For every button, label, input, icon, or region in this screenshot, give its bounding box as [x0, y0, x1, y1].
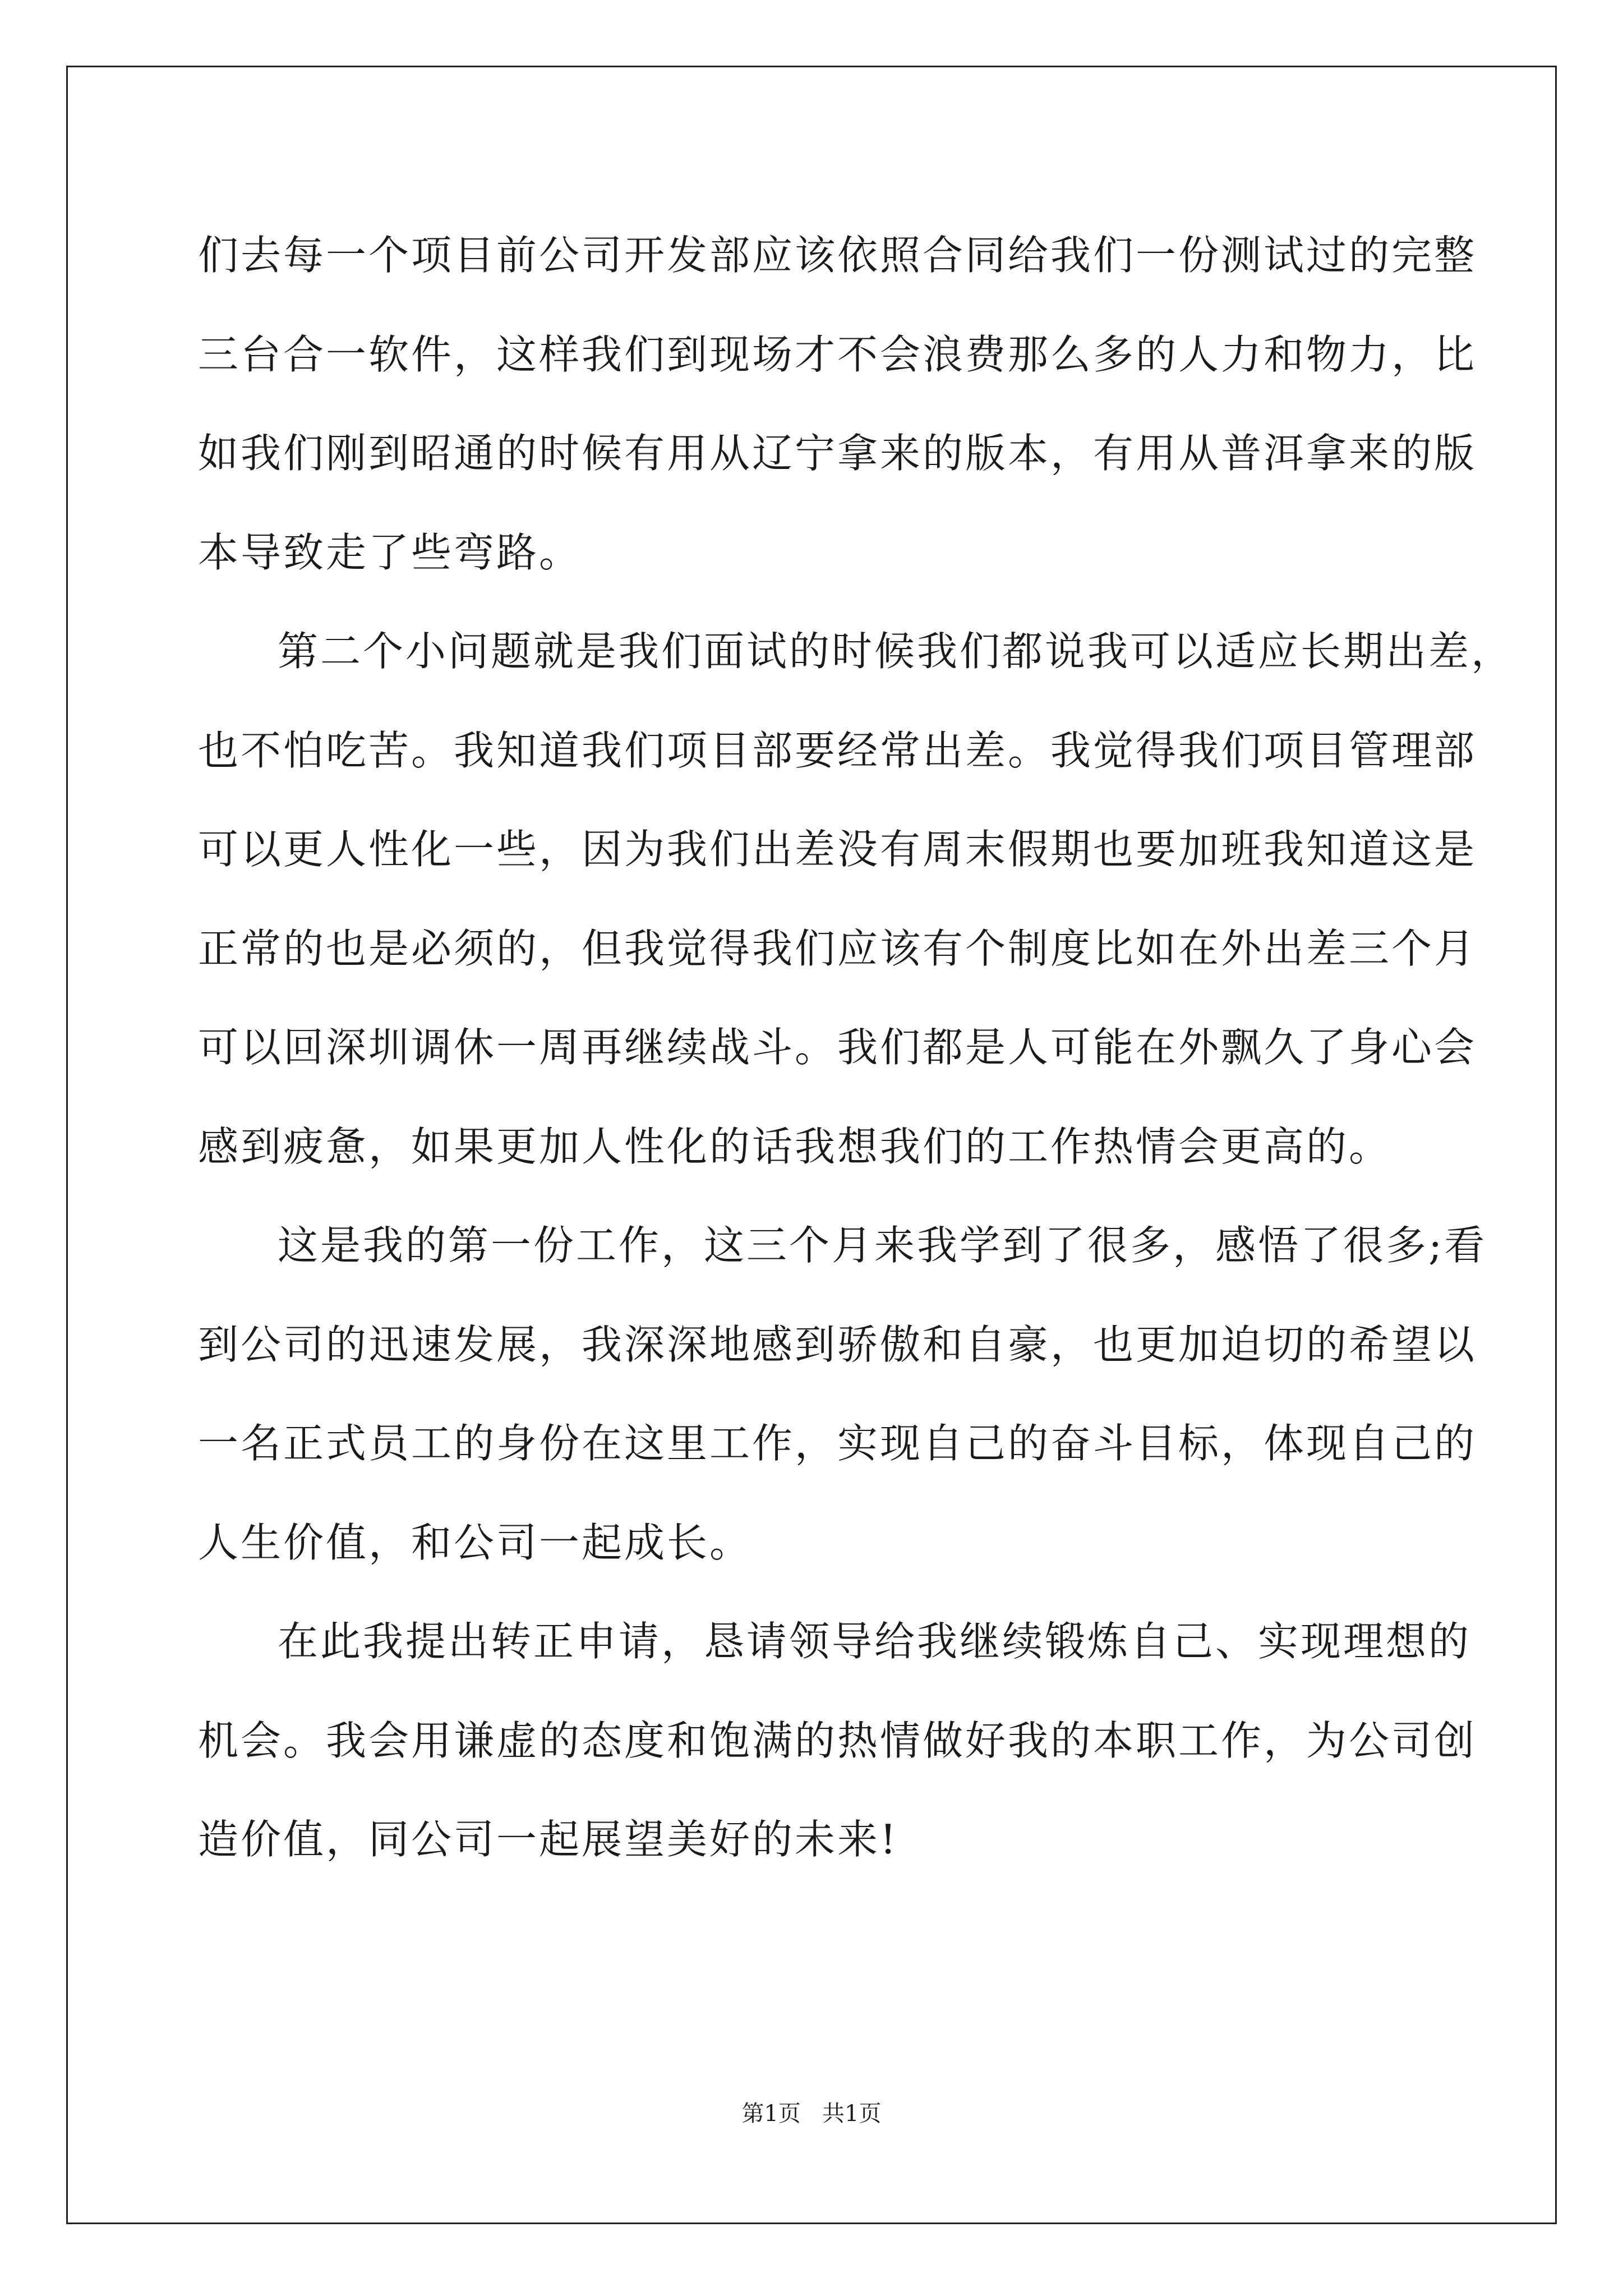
- text-line: 这是我的第一份工作，这三个月来我学到了很多，感悟了很多;看: [278, 1222, 1487, 1269]
- text-line: 正常的也是必须的，但我觉得我们应该有个制度比如在外出差三个月: [198, 925, 1477, 972]
- text-line: 三台合一软件，这样我们到现场才不会浪费那么多的人力和物力，比: [198, 331, 1477, 378]
- text-line: 可以更人性化一些，因为我们出差没有周末假期也要加班我知道这是: [198, 826, 1477, 873]
- text-line: 们去每一个项目前公司开发部应该依照合同给我们一份测试过的完整: [198, 232, 1477, 279]
- text-line: 如我们刚到昭通的时候有用从辽宁拿来的版本，有用从普洱拿来的版: [198, 430, 1477, 477]
- text-line: 本导致走了些弯路。: [198, 529, 582, 576]
- text-line: 在此我提出转正申请，恳请领导给我继续锻炼自己、实现理想的: [278, 1618, 1472, 1665]
- text-line: 机会。我会用谦虚的态度和饱满的热情做好我的本职工作，为公司创: [198, 1717, 1477, 1764]
- text-line: 感到疲惫，如果更加人性化的话我想我们的工作热情会更高的。: [198, 1123, 1392, 1170]
- page-footer: 第1页 共1页: [741, 2101, 882, 2127]
- text-line: 可以回深圳调休一周再继续战斗。我们都是人可能在外飘久了身心会: [198, 1024, 1477, 1071]
- text-line: 一名正式员工的身份在这里工作，实现自己的奋斗目标，体现自己的: [198, 1420, 1477, 1467]
- text-line: 也不怕吃苦。我知道我们项目部要经常出差。我觉得我们项目管理部: [198, 727, 1477, 774]
- text-line: 人生价值，和公司一起成长。: [198, 1519, 753, 1566]
- text-line: 到公司的迅速发展，我深深地感到骄傲和自豪，也更加迫切的希望以: [198, 1321, 1477, 1368]
- text-line: 第二个小问题就是我们面试的时候我们都说我可以适应长期出差，: [278, 628, 1514, 675]
- text-line: 造价值，同公司一起展望美好的未来!: [198, 1816, 898, 1863]
